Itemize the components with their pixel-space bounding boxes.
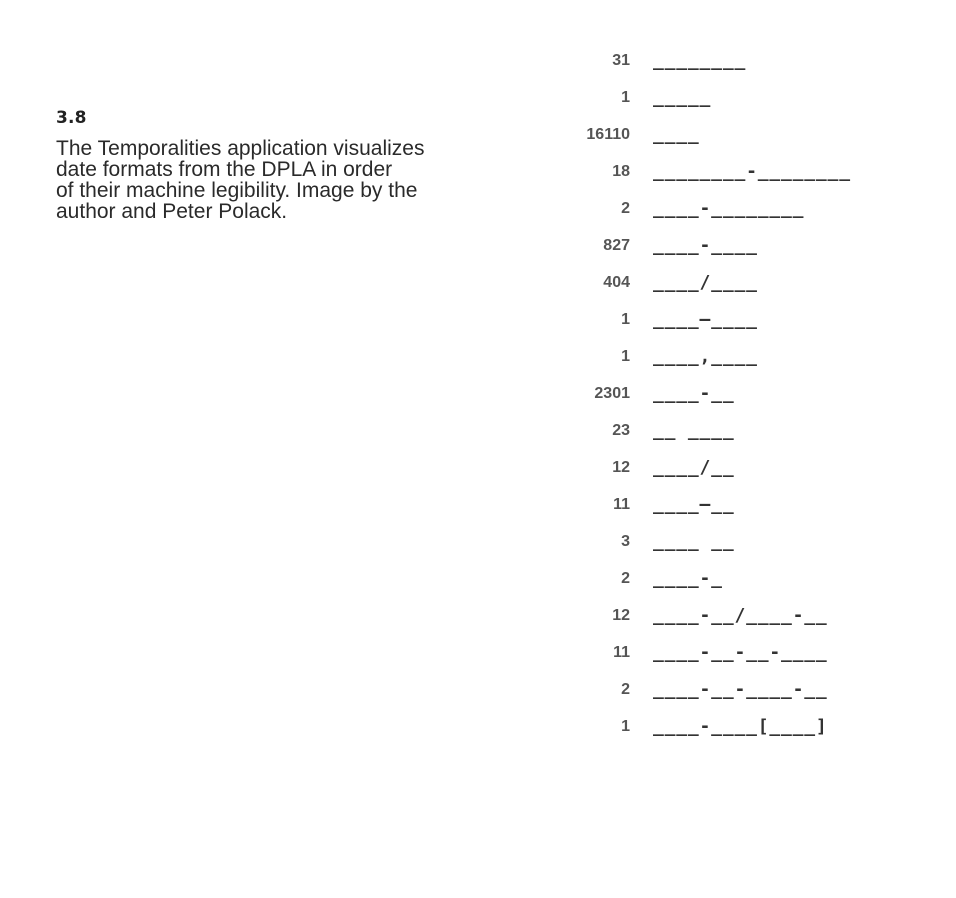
format-count: 11 xyxy=(613,496,630,513)
format-pattern: ____,____ xyxy=(653,346,758,367)
figure-caption xyxy=(56,108,516,222)
list-item xyxy=(560,44,950,81)
format-pattern: ____–__ xyxy=(653,494,735,515)
format-count: 3 xyxy=(621,533,630,550)
format-pattern: ____/____ xyxy=(653,272,758,293)
format-count: 2 xyxy=(621,200,630,217)
list-item xyxy=(560,303,950,340)
caption-line: The Temporalities application visualizes xyxy=(56,137,425,160)
list-item xyxy=(560,673,950,710)
format-count: 16110 xyxy=(586,126,630,143)
date-format-list xyxy=(560,44,950,747)
format-pattern: ____-__-____-__ xyxy=(653,679,828,700)
format-count: 827 xyxy=(603,237,630,254)
format-count: 18 xyxy=(612,163,630,180)
format-pattern: ____-________ xyxy=(653,198,805,219)
format-pattern: ________-________ xyxy=(653,161,851,182)
list-item xyxy=(560,229,950,266)
list-item xyxy=(560,636,950,673)
format-pattern: ____ xyxy=(653,124,700,145)
format-count: 31 xyxy=(612,52,630,69)
list-item xyxy=(560,710,950,747)
format-pattern: ____-__/____-__ xyxy=(653,605,828,626)
format-count: 1 xyxy=(621,718,630,735)
format-count: 23 xyxy=(612,422,630,439)
list-item xyxy=(560,488,950,525)
format-count: 2 xyxy=(621,570,630,587)
format-pattern: _____ xyxy=(653,87,712,108)
caption-line: date formats from the DPLA in order xyxy=(56,158,393,181)
list-item xyxy=(560,562,950,599)
format-count: 2301 xyxy=(594,385,630,402)
format-count: 12 xyxy=(612,607,630,624)
format-pattern: ____-_ xyxy=(653,568,723,589)
format-pattern: ____ __ xyxy=(653,531,735,552)
list-item xyxy=(560,155,950,192)
format-pattern: ____-____[____] xyxy=(653,716,828,737)
list-item xyxy=(560,81,950,118)
figure-number: 3.8 xyxy=(56,108,87,128)
list-item xyxy=(560,192,950,229)
caption-text xyxy=(56,138,516,222)
list-item xyxy=(560,266,950,303)
format-pattern: __ ____ xyxy=(653,420,735,441)
list-item xyxy=(560,118,950,155)
list-item xyxy=(560,599,950,636)
list-item xyxy=(560,451,950,488)
list-item xyxy=(560,340,950,377)
format-pattern: ____/__ xyxy=(653,457,735,478)
format-pattern: ____–____ xyxy=(653,309,758,330)
list-item xyxy=(560,377,950,414)
format-pattern: ____-__-__-____ xyxy=(653,642,828,663)
format-count: 1 xyxy=(621,311,630,328)
format-pattern: ____-____ xyxy=(653,235,758,256)
list-item xyxy=(560,525,950,562)
format-count: 404 xyxy=(603,274,630,291)
caption-line: of their machine legibility. Image by the xyxy=(56,179,418,202)
format-count: 1 xyxy=(621,348,630,365)
format-pattern: ________ xyxy=(653,50,747,71)
list-item xyxy=(560,414,950,451)
caption-line: author and Peter Polack. xyxy=(56,200,288,223)
format-count: 1 xyxy=(621,89,630,106)
format-count: 12 xyxy=(612,459,630,476)
format-count: 2 xyxy=(621,681,630,698)
format-pattern: ____-__ xyxy=(653,383,735,404)
format-count: 11 xyxy=(613,644,630,661)
